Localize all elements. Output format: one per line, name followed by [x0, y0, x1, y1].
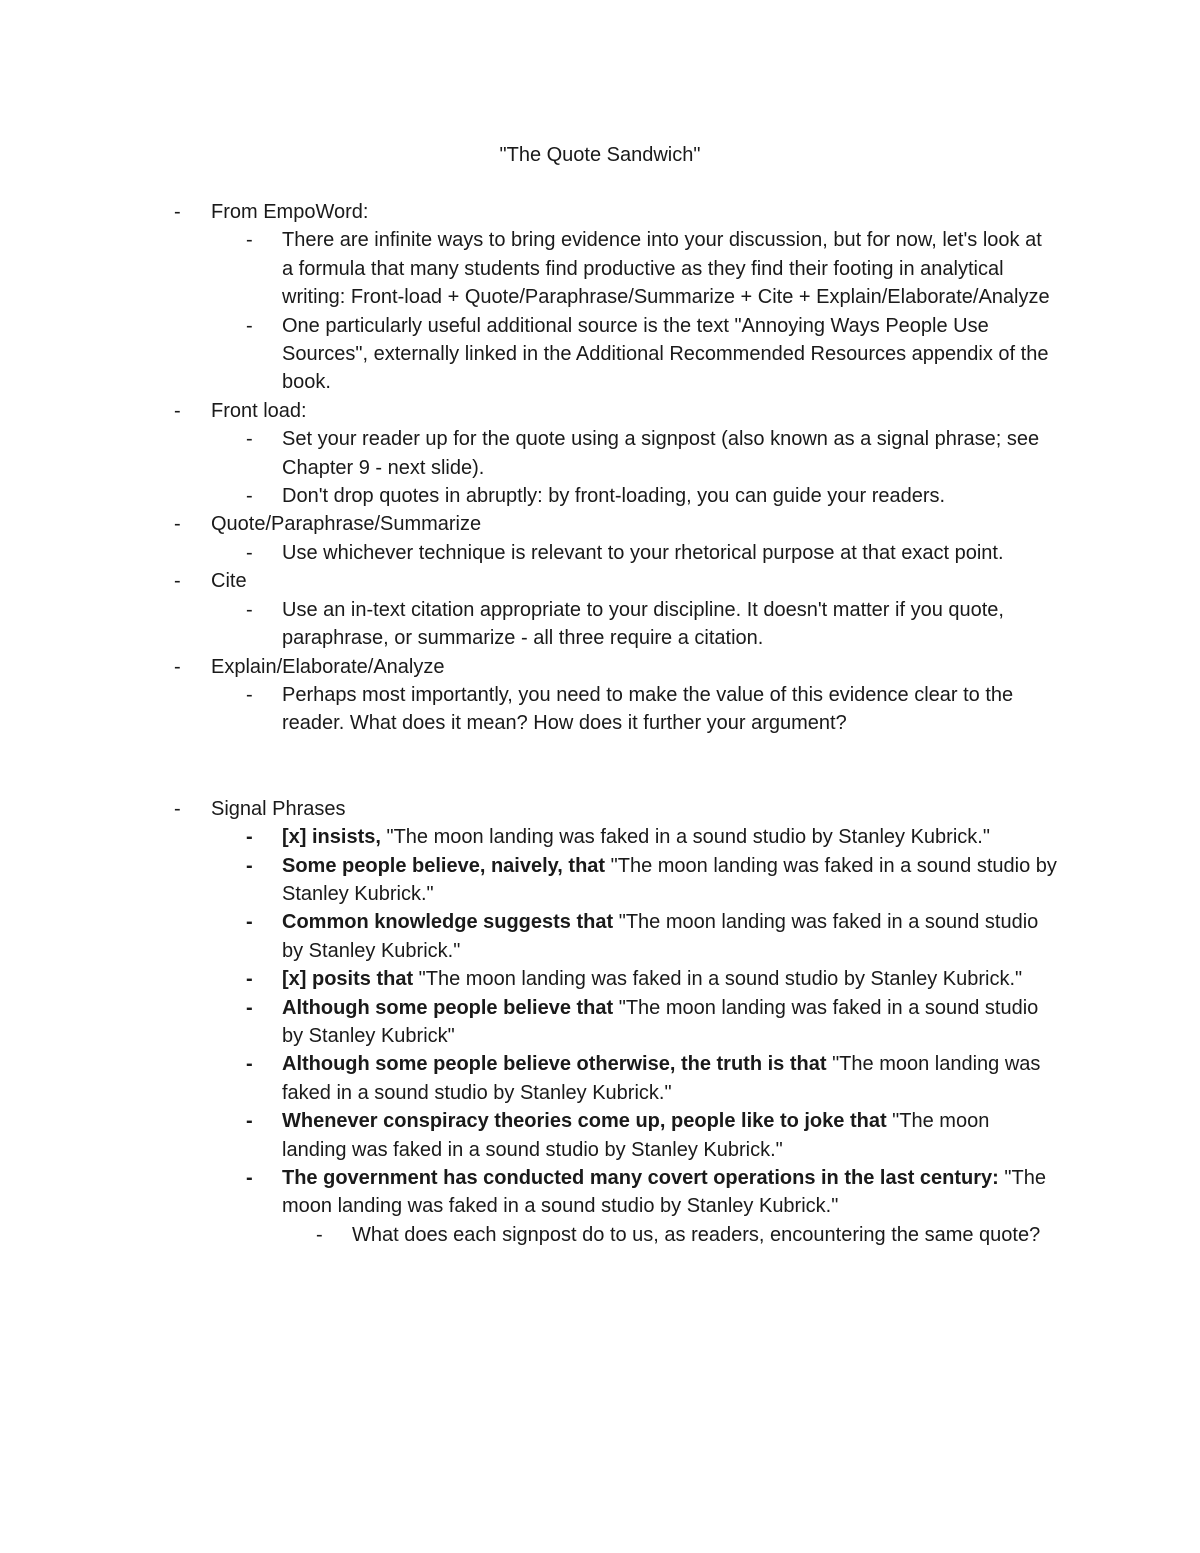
- outline-item-front-load: [0, 397, 1200, 425]
- signal-phrase-lead: Although some people believe otherwise, the truth is that: [282, 1053, 827, 1076]
- signal-phrase-lead: The government has conducted many covert operations in the last century:: [282, 1167, 999, 1189]
- bullet-dash: -: [174, 201, 181, 223]
- outline-item-quote: [0, 510, 1200, 538]
- signal-phrase-quote: "The moon landing was faked in a sound studio by Stanley Kubrick.": [282, 1053, 1041, 1104]
- bullet-dash: -: [246, 1053, 253, 1076]
- outline-item-empoword: [0, 198, 1200, 226]
- signal-phrase-example: [0, 994, 1058, 1051]
- bullet-dash: -: [246, 1110, 253, 1133]
- signal-phrase-quote: "The moon landing was faked in a sound studio by Stanley Kubrick.": [380, 826, 990, 849]
- bullet-dash: -: [246, 1167, 253, 1189]
- bullet-dash: -: [246, 428, 253, 451]
- outline-text: One particularly useful additional source is the text "Annoying Ways People Use Sources", externally linked in the Additional Recommended Resources appendix of the book.: [282, 314, 1049, 394]
- outline-item-cite: [0, 567, 1200, 595]
- signal-phrase-quote: "The moon landing was faked in a sound studio by Stanley Kubrick.": [413, 968, 1023, 991]
- bullet-dash: -: [246, 911, 253, 934]
- bullet-dash: -: [174, 570, 181, 593]
- signal-phrase-lead: [x] insists,: [282, 826, 381, 849]
- bullet-dash: -: [246, 485, 253, 508]
- outline-heading: Explain/Elaborate/Analyze: [211, 655, 445, 678]
- signal-phrase-quote: "The moon landing was faked in a sound studio by Stanley Kubrick.": [282, 911, 1039, 962]
- outline-subitem: [0, 425, 1058, 482]
- outline-subitem: [0, 482, 1058, 510]
- signal-phrase-lead: Some people believe, naively, that: [282, 854, 606, 877]
- signal-phrase-example: [0, 823, 1058, 851]
- outline-text: Use an in-text citation appropriate to your discipline. It doesn't matter if you quote, paraphrase, or summarize - all three require a citation.: [282, 598, 1004, 650]
- outline-heading: Front load:: [211, 399, 307, 422]
- outline-subitem: [0, 312, 1058, 397]
- outline-subitem: [0, 596, 1058, 653]
- outline-text: What does each signpost do to us, as readers, encountering the same quote?: [352, 1223, 1041, 1246]
- signal-phrase-lead: Common knowledge suggests that: [282, 911, 614, 934]
- bullet-dash: -: [174, 655, 181, 678]
- bullet-dash: -: [246, 996, 253, 1019]
- document-outline: [0, 198, 1200, 1249]
- outline-text: Perhaps most importantly, you need to make the value of this evidence clear to the reader. What does it mean? How does it further your argument?: [282, 683, 1014, 735]
- blank-space: [0, 738, 1200, 795]
- signal-phrase-quote: "The moon landing was faked in a sound studio by Stanley Kubrick.": [282, 1110, 990, 1161]
- outline-text: Use whichever technique is relevant to your rhetorical purpose at that exact point.: [282, 541, 1004, 564]
- signal-phrase-example: [0, 1164, 1058, 1221]
- bullet-dash: -: [316, 1223, 323, 1246]
- outline-heading: From EmpoWord:: [211, 201, 369, 223]
- bullet-dash: -: [246, 314, 253, 337]
- signal-phrase-quote: "The moon landing was faked in a sound studio by Stanley Kubrick.": [282, 1167, 1046, 1218]
- bullet-dash: -: [246, 683, 253, 706]
- outline-heading: Signal Phrases: [211, 797, 346, 820]
- bullet-dash: -: [246, 229, 253, 252]
- bullet-dash: -: [246, 826, 253, 849]
- signal-phrase-lead: Although some people believe that: [282, 996, 614, 1019]
- signal-phrase-example: [0, 852, 1058, 909]
- outline-subitem: [0, 226, 1058, 311]
- signal-phrase-example: [0, 1107, 1058, 1164]
- signal-phrase-example: [0, 1050, 1058, 1107]
- outline-item-explain: [0, 653, 1200, 681]
- bullet-dash: -: [174, 399, 181, 422]
- signal-phrase-lead: [x] posits that: [282, 968, 414, 991]
- bullet-dash: -: [246, 598, 253, 621]
- document-title: "The Quote Sandwich": [499, 144, 701, 166]
- bullet-dash: -: [246, 968, 253, 991]
- signal-phrase-lead: Whenever conspiracy theories come up, people like to joke that: [282, 1110, 887, 1133]
- outline-text: There are infinite ways to bring evidence into your discussion, but for now, let's look at a formula that many students find productive as they find their footing in analytical writing: Front-load + Quote/Paraphrase/Summarize + Cite + Explain/Elaborate/Analyze: [282, 229, 1050, 309]
- bullet-dash: -: [246, 541, 253, 564]
- bullet-dash: -: [246, 854, 253, 877]
- bullet-dash: -: [174, 513, 181, 536]
- outline-item-signal-phrases: [0, 795, 1200, 823]
- signal-phrase-quote: "The moon landing was faked in a sound studio by Stanley Kubrick": [282, 996, 1039, 1047]
- outline-subitem: [0, 681, 1058, 738]
- outline-subitem: [0, 539, 1058, 567]
- signal-phrase-example: [0, 965, 1058, 993]
- signal-phrase-quote: "The moon landing was faked in a sound studio by Stanley Kubrick.": [282, 854, 1057, 905]
- outline-text: Set your reader up for the quote using a signpost (also known as a signal phrase; see Chapter 9 - next slide).: [282, 428, 1040, 479]
- bullet-dash: -: [174, 797, 181, 820]
- signal-phrase-question: [0, 1221, 1042, 1249]
- outline-heading: Cite: [211, 570, 247, 593]
- outline-text: Don't drop quotes in abruptly: by front-loading, you can guide your readers.: [282, 485, 946, 508]
- outline-heading: Quote/Paraphrase/Summarize: [211, 513, 482, 536]
- signal-phrase-example: [0, 908, 1058, 965]
